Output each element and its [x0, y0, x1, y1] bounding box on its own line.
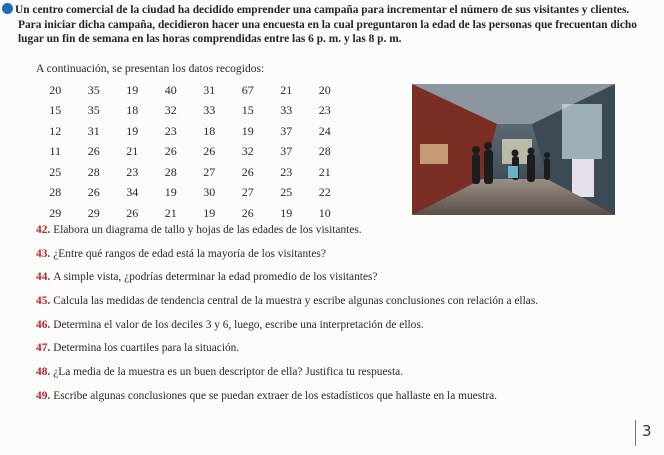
age-value: 19	[203, 205, 216, 220]
age-value: 67	[241, 82, 254, 97]
exercise-text: Determina los cuartiles para la situación.	[53, 342, 240, 355]
exercise-text: Escribe algunas conclusiones que se puedan extraer de los estadísticos que hallaste en la muestra.	[53, 389, 498, 402]
age-value: 26	[164, 144, 177, 159]
exercise-text: Determina el valor de los deciles 3 y 6, luego, escribe una interpretación de ellos.	[53, 318, 424, 331]
exercise-number: 45.	[36, 295, 51, 308]
exercise-item	[36, 388, 646, 412]
data-lead-text: A continuación, se presentan los datos recogidos:	[36, 62, 265, 75]
age-value: 23	[280, 164, 293, 179]
age-value: 20	[49, 82, 62, 97]
exercise-item	[36, 222, 646, 246]
footer-divider	[635, 420, 636, 446]
age-value: 18	[203, 123, 216, 138]
exercise-number: 44.	[36, 271, 51, 284]
age-value: 12	[49, 123, 62, 138]
age-value: 30	[203, 185, 216, 200]
exercise-text: Calcula las medidas de tendencia central de la muestra y escribe algunas conclusiones con relación a ellas.	[53, 295, 539, 308]
exercise-item	[36, 269, 646, 293]
problem-text: Un centro comercial de la ciudad ha decidido emprender una campaña para incrementar el número de sus visitantes y clientes. Para iniciar dicha campaña, decidieron hacer una encuesta en la cual preguntaron la edad de las personas que frecuentan dicho lugar un fin de semana en las horas comprendidas entre las 6 p. m. y las 8 p. m.	[15, 4, 637, 46]
age-value: 26	[87, 144, 100, 159]
exercise-item	[36, 340, 646, 364]
shopping-mall-image	[412, 84, 615, 215]
ages-row	[36, 121, 344, 142]
age-value: 11	[49, 144, 62, 159]
age-value: 19	[126, 123, 139, 138]
ages-row	[36, 162, 344, 183]
age-value: 23	[126, 164, 139, 179]
bullet-icon	[2, 3, 13, 14]
age-value: 26	[241, 164, 254, 179]
exercise-text: Elabora un diagrama de tallo y hojas de las edades de los visitantes.	[53, 224, 362, 236]
age-value: 19	[126, 82, 139, 97]
age-value: 18	[126, 103, 139, 118]
age-value: 15	[49, 103, 62, 118]
exercise-number: 49.	[36, 389, 51, 402]
age-value: 31	[87, 123, 100, 138]
age-value: 19	[164, 185, 177, 200]
age-value: 26	[87, 185, 100, 200]
exercise-item	[36, 246, 646, 270]
problem-statement	[15, 3, 650, 47]
age-value: 33	[280, 103, 293, 118]
age-value: 28	[87, 164, 100, 179]
exercise-item	[36, 317, 646, 341]
age-value: 19	[280, 205, 293, 220]
exercise-number: 43.	[36, 247, 51, 260]
age-value: 20	[318, 82, 331, 97]
age-value: 35	[87, 103, 100, 118]
ages-row	[36, 101, 344, 122]
age-value: 35	[87, 82, 100, 97]
exercise-item	[36, 364, 646, 388]
age-value: 15	[241, 103, 254, 118]
age-value: 21	[318, 164, 331, 179]
age-value: 26	[241, 205, 254, 220]
age-value: 21	[126, 144, 139, 159]
age-value: 10	[318, 205, 331, 220]
ages-row	[36, 183, 344, 204]
age-value: 28	[164, 164, 177, 179]
exercise-number: 42.	[36, 224, 51, 236]
age-value: 32	[241, 144, 254, 159]
ages-table	[36, 80, 344, 224]
age-value: 25	[49, 164, 62, 179]
age-value: 25	[280, 185, 293, 200]
exercise-text: ¿La media de la muestra es un buen descriptor de ella? Justifica tu respuesta.	[53, 366, 404, 379]
age-value: 37	[280, 123, 293, 138]
age-value: 32	[164, 103, 177, 118]
age-value: 23	[164, 123, 177, 138]
exercise-text: ¿Entre qué rangos de edad está la mayoría de los visitantes?	[53, 247, 326, 260]
exercise-text: A simple vista, ¿podrías determinar la edad promedio de los visitantes?	[53, 271, 378, 284]
mall-photo	[412, 84, 615, 215]
age-value: 40	[164, 82, 177, 97]
exercise-number: 46.	[36, 318, 51, 331]
age-value: 22	[318, 185, 331, 200]
age-value: 24	[318, 123, 331, 138]
age-value: 29	[49, 205, 62, 220]
page-footer	[568, 418, 658, 448]
age-value: 33	[203, 103, 216, 118]
ages-row	[36, 80, 344, 101]
age-value: 19	[241, 123, 254, 138]
age-value: 26	[203, 144, 216, 159]
age-value: 29	[87, 205, 100, 220]
exercise-number: 48.	[36, 366, 51, 379]
exercise-number: 47.	[36, 342, 51, 355]
age-value: 27	[203, 164, 216, 179]
age-value: 31	[203, 82, 216, 97]
ages-row	[36, 142, 344, 163]
age-value: 37	[280, 144, 293, 159]
exercise-list	[36, 222, 646, 412]
age-value: 23	[318, 103, 331, 118]
age-value: 21	[280, 82, 293, 97]
age-value: 28	[49, 185, 62, 200]
age-value: 26	[126, 205, 139, 220]
age-value: 34	[126, 185, 139, 200]
page-number: 3	[642, 422, 652, 440]
exercise-item	[36, 293, 646, 317]
ages-row	[36, 203, 344, 224]
age-value: 28	[318, 144, 331, 159]
age-value: 21	[164, 205, 177, 220]
age-value: 27	[241, 185, 254, 200]
